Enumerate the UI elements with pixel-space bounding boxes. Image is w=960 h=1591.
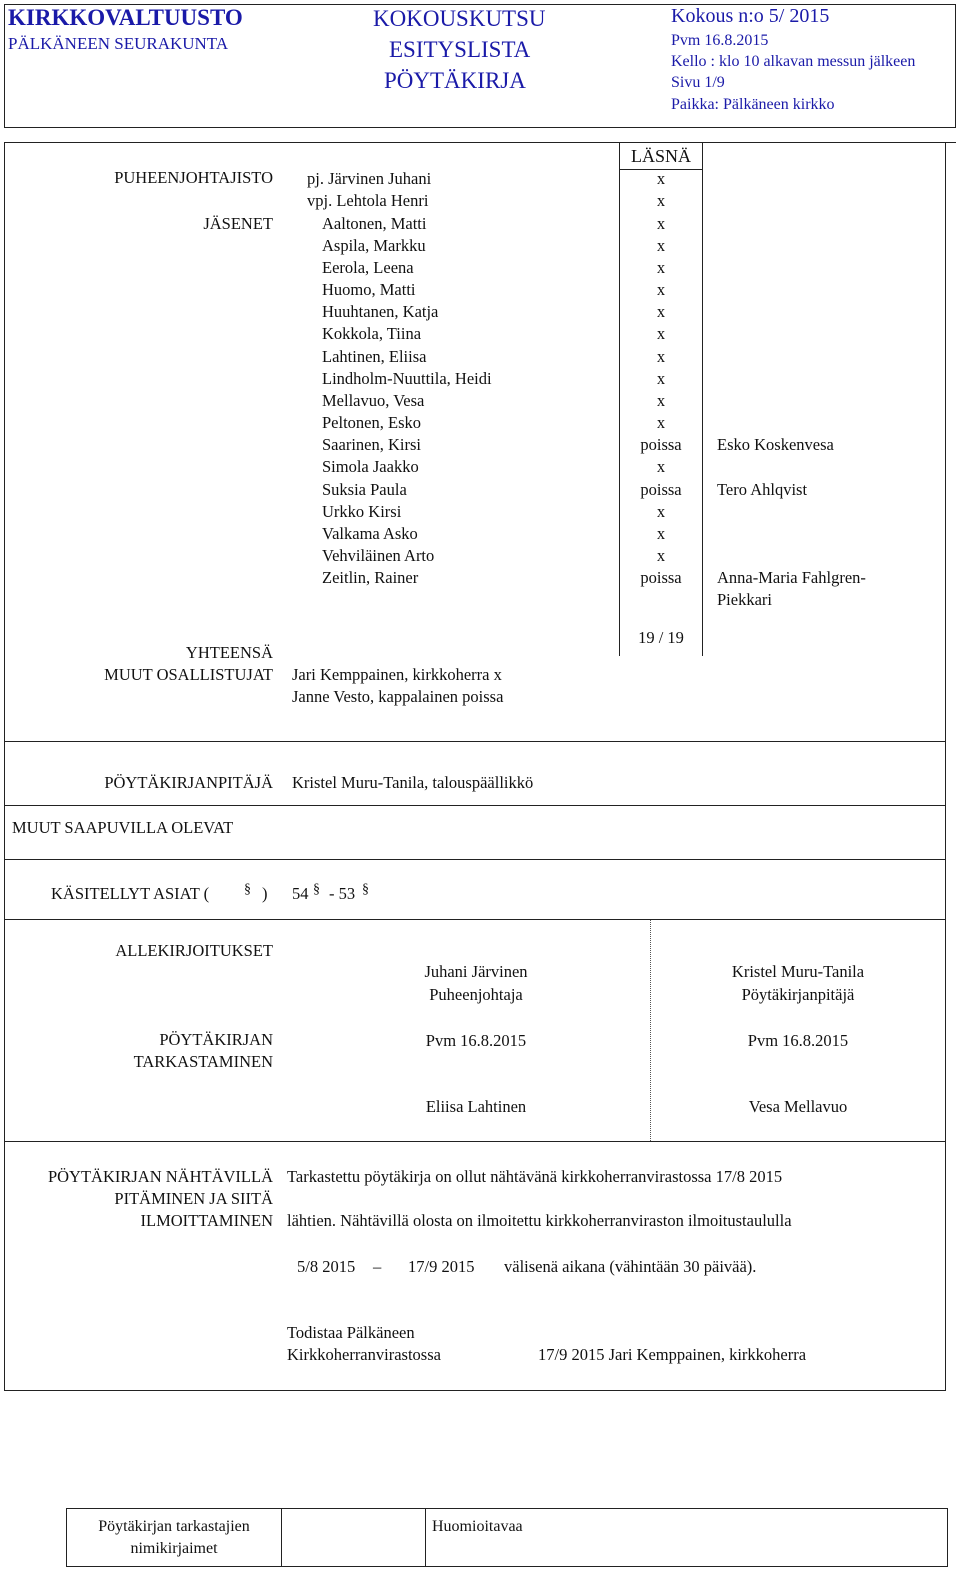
divider xyxy=(4,741,946,742)
presence-mark: x xyxy=(656,191,666,210)
meeting-number: Kokous n:o 5/ 2015 xyxy=(671,5,830,27)
keeper-signature-name: Kristel Muru-Tanila xyxy=(731,962,865,981)
display-label: PITÄMINEN JA SIITÄ xyxy=(114,1189,273,1208)
total-label: YHTEENSÄ xyxy=(185,643,273,662)
section-sign: § xyxy=(244,882,251,897)
reviewer-date: Pvm 16.8.2015 xyxy=(425,1031,527,1050)
display-period-text: välisenä aikana (vähintään 30 päivää). xyxy=(504,1257,757,1276)
member-name: Simola Jaakko xyxy=(322,457,419,476)
presence-mark: x xyxy=(656,236,666,255)
divider xyxy=(4,805,946,806)
substitute-name: Esko Koskenvesa xyxy=(717,435,834,454)
member-name: Lindholm-Nuuttila, Heidi xyxy=(322,369,492,388)
table-bottom-border xyxy=(4,1390,946,1391)
meeting-time: Kello : klo 10 alkavan messun jälkeen xyxy=(671,53,916,70)
footer-initials-label: nimikirjaimet xyxy=(130,1540,218,1557)
presence-mark: x xyxy=(656,524,666,543)
presence-mark: x xyxy=(656,302,666,321)
substitute-name: Piekkari xyxy=(717,590,772,609)
footer-initials-label: Pöytäkirjan tarkastajien xyxy=(98,1518,250,1535)
presence-mark: x xyxy=(656,413,666,432)
presence-mark: x xyxy=(656,258,666,277)
doc-type-esityslista: ESITYSLISTA xyxy=(389,37,531,62)
display-label: ILMOITTAMINEN xyxy=(140,1211,273,1230)
footer-column-divider xyxy=(425,1508,426,1567)
other-participant: Jari Kemppainen, kirkkoherra x xyxy=(292,665,502,684)
other-present-label: MUUT SAAPUVILLA OLEVAT xyxy=(12,818,234,837)
member-name: vpj. Lehtola Henri xyxy=(307,191,429,210)
presence-mark: x xyxy=(656,347,666,366)
header-left-border xyxy=(4,4,5,128)
meeting-place: Paikka: Pälkäneen kirkko xyxy=(671,96,835,113)
footer-left-border xyxy=(66,1508,67,1567)
member-name: Eerola, Leena xyxy=(322,258,414,277)
presence-mark: poissa xyxy=(640,480,682,499)
doc-type-poytakirja: PÖYTÄKIRJA xyxy=(384,68,526,93)
attendance-top-border xyxy=(4,142,956,143)
items-label: KÄSITELLYT ASIAT ( xyxy=(51,884,210,903)
signatures-label: ALLEKIRJOITUKSET xyxy=(115,941,273,960)
member-name: Urkko Kirsi xyxy=(322,502,402,521)
presence-mark: x xyxy=(656,169,666,188)
display-period-end: 17/9 2015 xyxy=(408,1257,475,1276)
presence-mark: x xyxy=(656,546,666,565)
footer-top-border xyxy=(66,1508,948,1509)
total-value: 19 / 19 xyxy=(638,628,684,647)
reviewer-date: Pvm 16.8.2015 xyxy=(747,1031,849,1050)
presence-mark: x xyxy=(656,369,666,388)
presence-mark: x xyxy=(656,280,666,299)
substitute-name: Tero Ahlqvist xyxy=(717,480,808,499)
display-period-dash: – xyxy=(373,1257,382,1276)
substitute-name: Anna-Maria Fahlgren- xyxy=(717,568,866,587)
footer-column-divider xyxy=(281,1508,282,1567)
member-name: Suksia Paula xyxy=(322,480,407,499)
table-left-border xyxy=(4,142,5,1391)
minutes-keeper-label: PÖYTÄKIRJANPITÄJÄ xyxy=(104,773,273,792)
footer-notes-label: Huomioitavaa xyxy=(432,1518,523,1535)
member-name: Huuhtanen, Katja xyxy=(322,302,439,321)
member-name: Saarinen, Kirsi xyxy=(322,435,421,454)
other-participant: Janne Vesto, kappalainen poissa xyxy=(292,687,504,706)
header-bottom-border xyxy=(4,127,956,128)
member-name: pj. Järvinen Juhani xyxy=(307,169,432,188)
presence-mark: poissa xyxy=(640,568,682,587)
keeper-signature-role: Pöytäkirjanpitäjä xyxy=(741,985,855,1004)
presence-header: LÄSNÄ xyxy=(630,146,691,166)
member-name: Valkama Asko xyxy=(322,524,418,543)
member-name: Lahtinen, Eliisa xyxy=(322,347,427,366)
reviewer-name: Vesa Mellavuo xyxy=(748,1097,848,1116)
table-right-border xyxy=(945,142,946,1391)
divider xyxy=(4,1141,946,1142)
member-name: Vehviläinen Arto xyxy=(322,546,435,565)
display-period-start: 5/8 2015 xyxy=(297,1257,356,1276)
certify-signature: 17/9 2015 Jari Kemppainen, kirkkoherra xyxy=(538,1345,807,1364)
members-label: JÄSENET xyxy=(203,214,273,233)
chair-signature-name: Juhani Järvinen xyxy=(424,962,528,981)
org-subtitle: PÄLKÄNEEN SEURAKUNTA xyxy=(8,34,229,53)
display-label: PÖYTÄKIRJAN NÄHTÄVILLÄ xyxy=(47,1167,273,1186)
minutes-keeper-value: Kristel Muru-Tanila, talouspäällikkö xyxy=(292,773,534,792)
display-text: lähtien. Nähtävillä olosta on ilmoitettu kirkkoherranviraston ilmoitustaululla xyxy=(287,1211,792,1230)
org-title: KIRKKOVALTUUSTO xyxy=(8,5,243,30)
items-label-end: ) xyxy=(262,884,268,903)
doc-type-kokouskutsu: KOKOUSKUTSU xyxy=(373,6,546,31)
chair-signature-role: Puheenjohtaja xyxy=(429,985,523,1004)
presence-mark: x xyxy=(656,457,666,476)
member-name: Aaltonen, Matti xyxy=(322,214,427,233)
footer-bottom-border xyxy=(66,1566,948,1567)
member-name: Peltonen, Esko xyxy=(322,413,421,432)
member-name: Kokkola, Tiina xyxy=(322,324,422,343)
presence-mark: x xyxy=(656,502,666,521)
member-name: Mellavuo, Vesa xyxy=(322,391,425,410)
items-range-start: 54 xyxy=(292,884,309,903)
footer-right-border xyxy=(947,1508,948,1567)
items-range-end: - 53 xyxy=(329,884,356,903)
presence-mark: x xyxy=(656,214,666,233)
chair-label: PUHEENJOHTAJISTO xyxy=(114,168,273,187)
certify-text: Todistaa Pälkäneen xyxy=(287,1323,415,1342)
member-name: Zeitlin, Rainer xyxy=(322,568,419,587)
others-label: MUUT OSALLISTUJAT xyxy=(104,665,273,684)
review-label: PÖYTÄKIRJAN xyxy=(159,1030,273,1049)
presence-mark: poissa xyxy=(640,435,682,454)
page-number: Sivu 1/9 xyxy=(671,74,725,91)
section-sign: § xyxy=(313,882,320,897)
presence-mark: x xyxy=(656,391,666,410)
divider xyxy=(4,859,946,860)
divider xyxy=(4,919,946,920)
meeting-date: Pvm 16.8.2015 xyxy=(671,32,769,49)
member-name: Aspila, Markku xyxy=(322,236,426,255)
signature-column-divider xyxy=(650,920,651,1141)
header-right-border xyxy=(955,4,956,128)
certify-text: Kirkkoherranvirastossa xyxy=(287,1345,441,1364)
member-name: Huomo, Matti xyxy=(322,280,416,299)
section-sign: § xyxy=(362,882,369,897)
reviewer-name: Eliisa Lahtinen xyxy=(425,1097,527,1116)
display-text: Tarkastettu pöytäkirja on ollut nähtävänä kirkkoherranvirastossa 17/8 2015 xyxy=(287,1167,783,1186)
presence-mark: x xyxy=(656,324,666,343)
review-label: TARKASTAMINEN xyxy=(133,1052,273,1071)
